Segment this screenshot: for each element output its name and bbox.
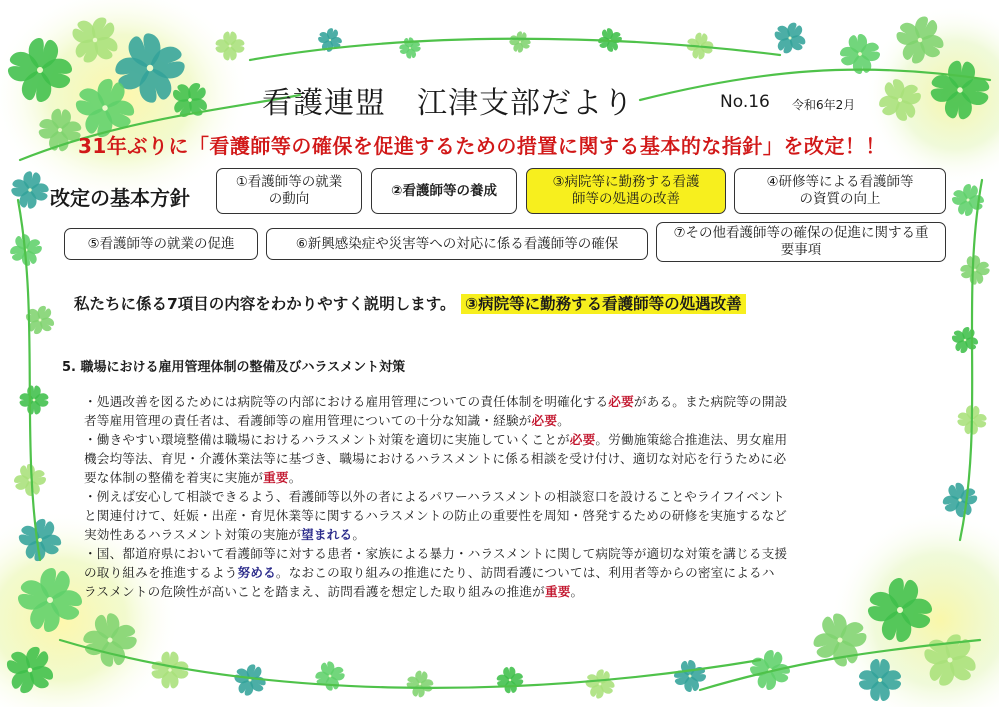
policy-item-1-text: ①看護師等の就業 の動向 xyxy=(235,174,343,207)
p4-emphasis-2: 重要 xyxy=(544,584,571,599)
p4-text-e: 。 xyxy=(570,584,584,599)
clover-icon xyxy=(405,669,435,699)
policy-item-3-text: ③病院等に勤務する看護 師等の処遇の改善 xyxy=(552,174,700,207)
policy-item-6-text: ⑥新興感染症や災害等への対応に係る看護師等の確保 xyxy=(295,235,619,252)
policy-item-2 xyxy=(371,168,517,214)
p4-text-d: ラスメントの危険性が高いことを踏まえ、訪問看護を想定した取り組みの推進が xyxy=(84,584,545,599)
policy-item-6 xyxy=(266,228,648,260)
p4-emphasis-1: 努める xyxy=(237,565,276,580)
clover-icon xyxy=(312,658,347,693)
policy-item-1 xyxy=(216,168,362,214)
clover-icon xyxy=(581,665,618,702)
section-body xyxy=(84,392,926,601)
p4-text-a: ・国、都道府県において看護師等に対する患者・家族による暴力・ハラスメントに関して病院等が適切な対策を講じる支援 xyxy=(84,546,788,561)
clover-icon xyxy=(496,666,524,694)
clover-icon xyxy=(507,29,533,55)
policy-item-4-text: ④研修等による看護師等 の資質の向上 xyxy=(766,174,914,207)
headline: 31年ぶりに「看護師等の確保を促進するための措置に関する基本的な指針」を改定！！ xyxy=(78,134,886,158)
clover-icon xyxy=(398,36,422,60)
p1-text-b: がある。また病院等の開設 xyxy=(633,394,788,409)
p2-text-d: 要な体制の整備を着実に実施が xyxy=(84,470,264,485)
p2-text-b: 。労働施策総合推進法、男女雇用 xyxy=(595,432,788,447)
clover-icon xyxy=(958,253,991,286)
p4-text-c: 。なおこの取り組みの推進にたり、訪問看護については、利用者等からの密室によるハ xyxy=(275,565,775,580)
p2-text-e: 。 xyxy=(288,470,302,485)
p3-text-d: 。 xyxy=(352,527,366,542)
intro-highlight: ③病院等に勤務する看護師等の処遇改善 xyxy=(461,294,746,314)
policy-item-5 xyxy=(64,228,258,260)
p1-text-d: 。 xyxy=(557,413,570,428)
clover-icon xyxy=(948,323,983,358)
paragraph-2 xyxy=(84,430,926,487)
policy-item-7 xyxy=(656,222,946,262)
p3-emphasis-1: 望まれる xyxy=(301,527,353,542)
p3-text-b: と関連付けて、妊娠・出産・育児休業等に関するハラスメントの防止の重要性を周知・啓発するための研修を実施するなど xyxy=(84,508,788,523)
policy-item-3-highlighted xyxy=(526,168,726,214)
p4-text-b: の取り組みを推進するよう xyxy=(84,565,238,580)
newsletter-title: 看護連盟 江津支部だより xyxy=(262,86,634,121)
clover-icon xyxy=(20,386,49,415)
issue-date: 令和6年2月 xyxy=(792,98,856,112)
vine-stroke xyxy=(960,180,982,540)
p2-text-a: ・働きやすい環境整備は職場におけるハラスメント対策を適切に実施していくことが xyxy=(84,432,570,447)
p1-text-a: ・処遇改善を図るためには病院等の内部における雇用管理についての責任体制を明確化する xyxy=(84,394,609,409)
p3-text-a: ・例えば安心して相談できるよう、看護師等以外の者によるパワーハラスメントの相談窓口を設けることやライフイベント xyxy=(84,489,785,504)
policy-item-4 xyxy=(734,168,946,214)
p1-emphasis-2: 必要 xyxy=(531,413,558,428)
p3-text-c: 実効性あるハラスメント対策の実施が xyxy=(84,527,302,542)
paragraph-1 xyxy=(84,392,926,430)
issue-number: No.16 xyxy=(720,92,770,112)
p2-emphasis-1: 必要 xyxy=(569,432,596,447)
policy-label: 改定の基本方針 xyxy=(50,186,190,210)
p2-emphasis-2: 重要 xyxy=(263,470,289,485)
policy-item-7-text: ⑦その他看護師等の確保の促進に関する重 要事項 xyxy=(673,225,929,258)
intro-text: 私たちに係る7項目の内容をわかりやすく説明します。 xyxy=(74,295,456,313)
p2-text-c: 機会均等法、育児・介護休業法等に基づき、職場におけるハラスメントに係る相談を受け付け、適切な対応を行うために必 xyxy=(84,451,787,466)
section-heading: 5. 職場における雇用管理体制の整備及びハラスメント対策 xyxy=(62,360,406,375)
clover-icon xyxy=(20,300,59,339)
clover-icon xyxy=(768,16,811,59)
p1-text-c: 者等雇用管理の責任者は、看護師等の雇用管理についての十分な知識・経験が xyxy=(84,413,532,428)
p1-emphasis-1: 必要 xyxy=(608,394,634,409)
paragraph-4 xyxy=(84,544,926,601)
policy-item-5-text: ⑤看護師等の就業の促進 xyxy=(87,235,235,252)
paragraph-3 xyxy=(84,487,926,544)
clover-icon xyxy=(746,646,794,694)
policy-item-2-text: ②看護師等の養成 xyxy=(391,182,497,199)
intro-line xyxy=(74,292,746,314)
